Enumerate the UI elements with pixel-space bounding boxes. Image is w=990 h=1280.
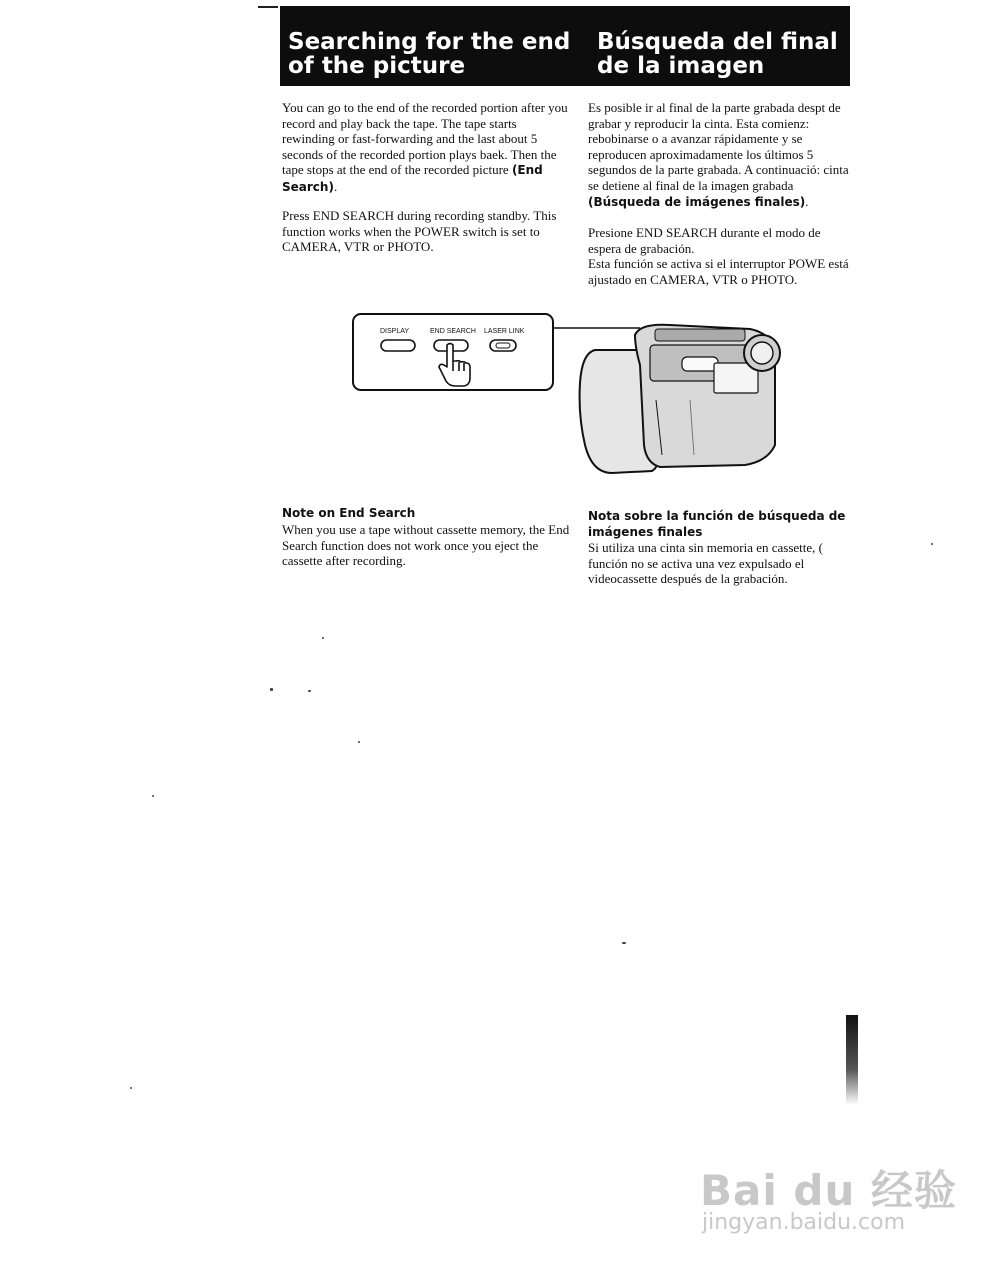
corner-mark [258,6,278,8]
display-button [381,340,415,351]
spanish-note-body: Si utiliza una cinta sin memoria en cassette, ( función no se activa una vez expulsado el videocassette después de la grabación. [588,540,824,587]
laser-link-button [490,340,516,351]
spanish-intro-text: Es posible ir al final de la parte grabada despt de grabar y reproducir la cinta. Esta comienz: rebobinarse o a avanzar rápidamente y se reproducen aproximadamente los últimos 5 segundos de la parte grabada. A continuació: cinta se detiene al final de la imagen grabada [588,100,849,193]
watermark [700,1158,957,1235]
page-title-english: Searching for the end of the picture [288,29,571,79]
english-intro-text: You can go to the end of the recorded portion after you record and play back the tape. The tape starts rewinding or fast-forwarding and the last about 5 seconds of the recorded portion plays baek. Then the tape stops at the end of the recorded picture [282,100,568,178]
scan-speck [152,795,154,797]
end-search-button-label: END SEARCH [430,328,476,335]
spanish-instruction-2: Esta función se activa si el interruptor POWE está ajustado en CAMERA, VTR o PHOTO. [588,256,849,287]
scan-speck [308,690,311,692]
scan-speck [358,741,360,743]
scan-speck [622,942,626,944]
scan-speck [931,543,933,545]
camcorder-icon [580,325,780,473]
laser-link-button-label: LASER LINK [484,328,525,335]
scan-speck [130,1087,132,1089]
scan-edge-mark [846,1015,858,1105]
scan-speck [270,688,273,691]
display-button-label: DISPLAY [380,328,410,335]
button-panel [353,314,553,390]
spanish-instruction-1: Presione END SEARCH durante el modo de espera de grabación. [588,225,821,256]
watermark-logo: Bai du 经验 [700,1166,957,1215]
spanish-intro-end: . [805,193,809,209]
camcorder-figure [350,305,790,490]
spanish-intro-bold: (Búsqueda de imágenes finales) [588,194,806,209]
page-title-spanish: Búsqueda del final de la imagen [597,29,838,79]
english-note-heading: Note on End Search [282,506,416,520]
scan-speck [322,637,324,639]
spanish-note-heading: Nota sobre la función de búsqueda de imágenes finales [588,509,846,539]
english-note-body: When you use a tape without cassette memory, the End Search function does not work once you eject the cassette after recording. [282,522,570,569]
english-intro-end: . [333,178,338,194]
spanish-instruction-paragraph [588,225,850,287]
english-intro-paragraph [282,100,572,196]
english-instruction-paragraph: Press END SEARCH during recording standby. This function works when the POWER switch is set to CAMERA, VTR or PHOTO. [282,208,557,255]
english-intro-bold: (End Search) [282,163,543,194]
watermark-url: jingyan.baidu.com [702,1210,906,1235]
spanish-intro-paragraph [588,100,850,210]
